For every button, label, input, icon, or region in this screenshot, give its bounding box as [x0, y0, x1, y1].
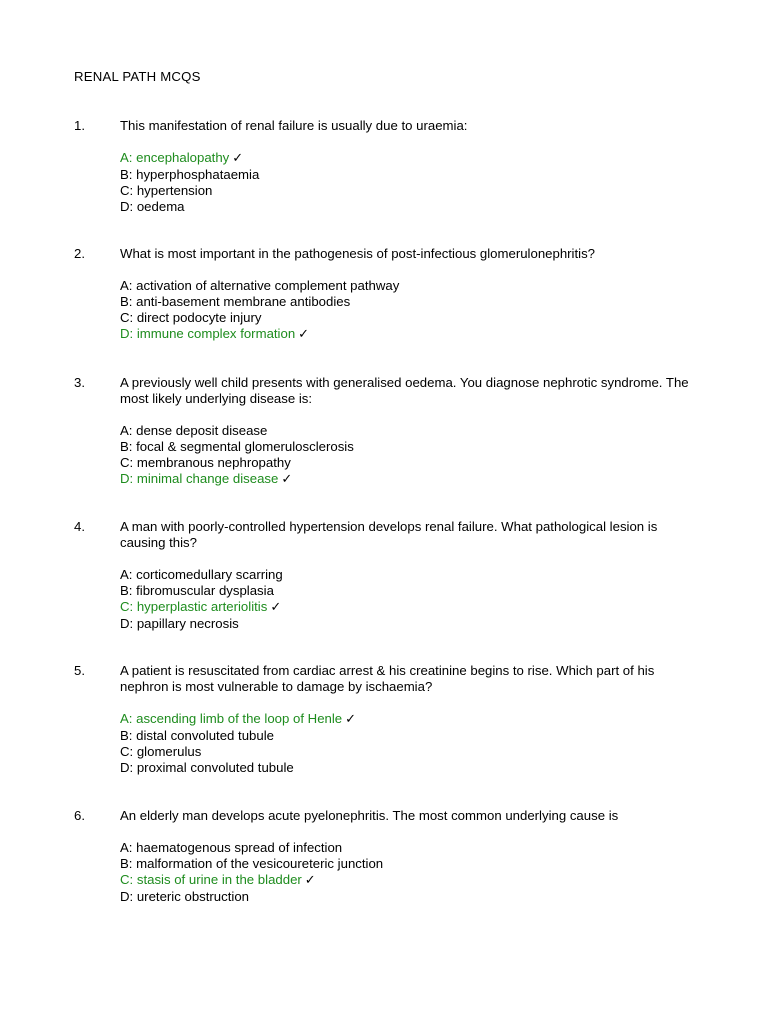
option-a	[120, 150, 694, 167]
question-number: 1.	[74, 118, 85, 133]
question-4	[74, 519, 694, 632]
option-a	[120, 711, 694, 728]
option-d	[120, 326, 694, 343]
check-icon: ✓	[232, 151, 244, 166]
option-d: D: proximal convoluted tubule	[120, 760, 294, 775]
option-c: C: glomerulus	[120, 744, 202, 759]
question-2	[74, 246, 694, 343]
answer-options	[120, 840, 694, 905]
check-icon: ✓	[304, 873, 316, 888]
option-b: B: malformation of the vesicoureteric junction	[120, 856, 384, 871]
question-text: An elderly man develops acute pyelonephritis. The most common underlying cause is	[120, 808, 619, 823]
option-c: C: membranous nephropathy	[120, 455, 291, 470]
document-title: RENAL PATH MCQS	[74, 69, 201, 84]
question-number: 5.	[74, 663, 85, 678]
option-b: B: fibromuscular dysplasia	[120, 583, 274, 598]
question-1	[74, 118, 694, 215]
option-d	[120, 471, 694, 488]
check-icon: ✓	[298, 327, 310, 342]
option-b: B: focal & segmental glomerulosclerosis	[120, 439, 354, 454]
option-c	[120, 599, 694, 616]
option-d: D: papillary necrosis	[120, 616, 239, 631]
option-label: A: encephalopathy	[120, 150, 230, 165]
option-a: A: activation of alternative complement pathway	[120, 278, 400, 293]
answer-options	[120, 278, 694, 343]
option-c: C: direct podocyte injury	[120, 310, 262, 325]
option-label: A: ascending limb of the loop of Henle	[120, 711, 343, 726]
check-icon: ✓	[270, 600, 282, 615]
option-d: D: ureteric obstruction	[120, 889, 249, 904]
answer-options	[120, 423, 694, 488]
option-b: B: anti-basement membrane antibodies	[120, 294, 351, 309]
question-3	[74, 375, 694, 488]
option-b: B: distal convoluted tubule	[120, 728, 274, 743]
question-text: A man with poorly-controlled hypertension develops renal failure. What pathological lesion is causing this?	[120, 519, 658, 550]
question-text: A patient is resuscitated from cardiac arrest & his creatinine begins to rise. Which part of his nephron is most vulnerable to damage by ischaemia?	[120, 663, 655, 694]
check-icon: ✓	[345, 712, 357, 727]
question-text: What is most important in the pathogenesis of post-infectious glomerulonephritis?	[120, 246, 595, 261]
check-icon: ✓	[281, 472, 293, 487]
answer-options	[120, 567, 694, 632]
question-text: This manifestation of renal failure is usually due to uraemia:	[120, 118, 468, 133]
option-label: D: immune complex formation	[120, 326, 296, 341]
option-label: D: minimal change disease	[120, 471, 279, 486]
question-5	[74, 663, 694, 776]
option-d: D: oedema	[120, 199, 185, 214]
question-number: 2.	[74, 246, 85, 261]
option-b: B: hyperphosphataemia	[120, 167, 260, 182]
question-number: 4.	[74, 519, 85, 534]
question-text: A previously well child presents with generalised oedema. You diagnose nephrotic syndrome. The most likely underlying disease is:	[120, 375, 689, 406]
answer-options	[120, 711, 694, 776]
option-label: C: hyperplastic arteriolitis	[120, 599, 268, 614]
question-number: 3.	[74, 375, 85, 390]
option-c	[120, 872, 694, 889]
answer-options	[120, 150, 694, 215]
option-a: A: haematogenous spread of infection	[120, 840, 343, 855]
option-a: A: dense deposit disease	[120, 423, 268, 438]
option-c: C: hypertension	[120, 183, 213, 198]
option-a: A: corticomedullary scarring	[120, 567, 283, 582]
option-label: C: stasis of urine in the bladder	[120, 872, 302, 887]
question-number: 6.	[74, 808, 85, 823]
question-6	[74, 808, 694, 905]
